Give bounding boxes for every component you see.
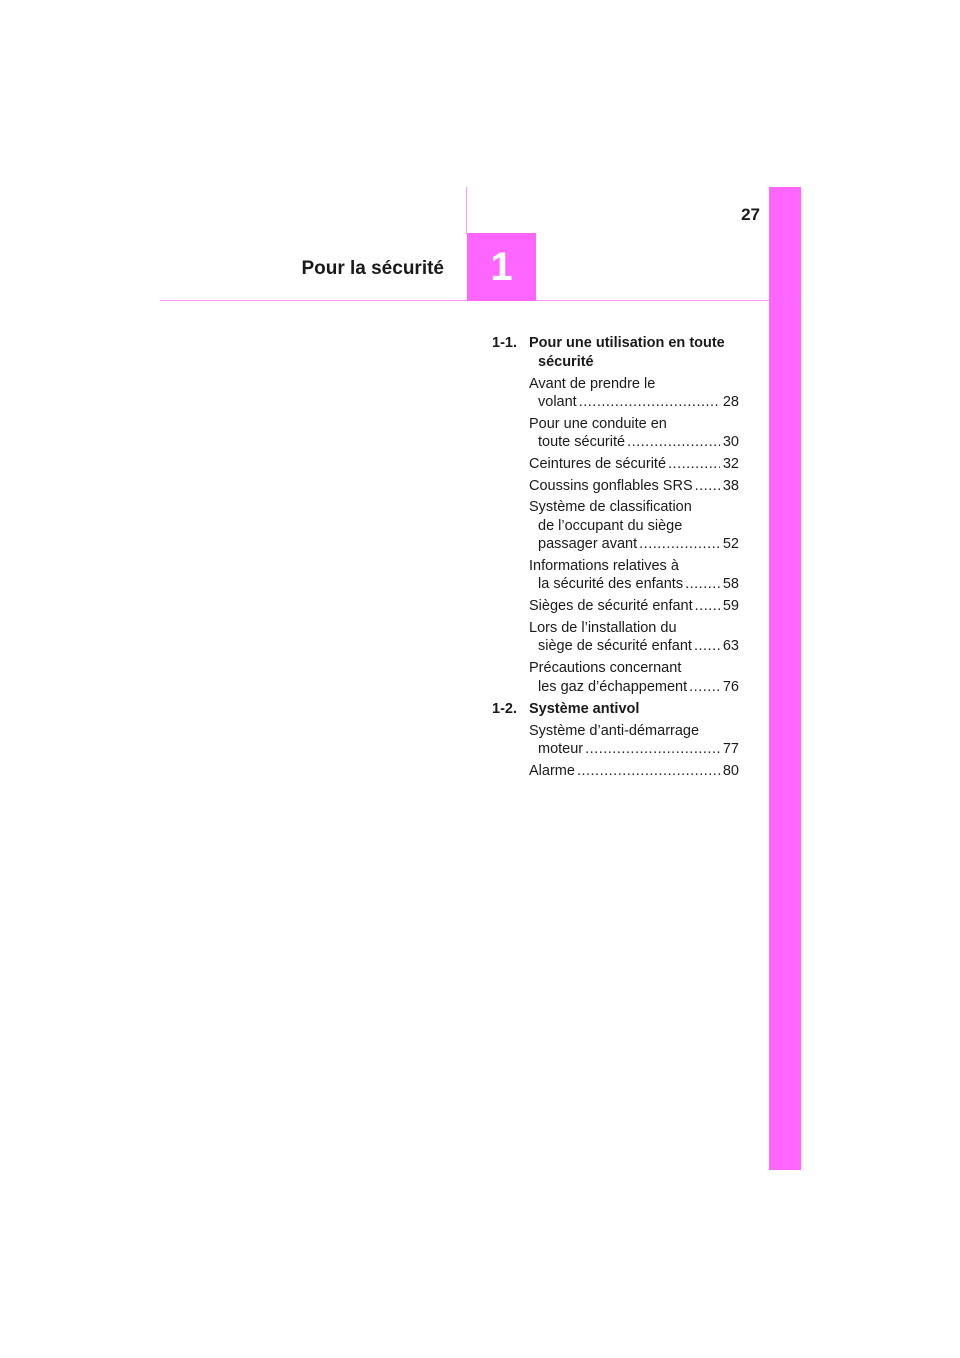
toc-entry-text: toute sécurité	[538, 434, 626, 451]
toc-page-number: 58	[722, 576, 739, 593]
toc-entry[interactable]	[529, 597, 739, 616]
toc-section	[492, 700, 739, 781]
toc-entry-line	[538, 637, 739, 656]
toc-entry-text: Pour une conduite en	[529, 415, 667, 432]
toc-entry-line	[538, 393, 739, 412]
toc-section-heading	[492, 700, 739, 719]
toc-entry-line	[538, 535, 739, 554]
chapter-number-badge: 1	[467, 233, 536, 301]
toc-entry-text: Lors de l’installation du	[529, 619, 677, 636]
toc-entry-text: la sécurité des enfants	[538, 576, 684, 593]
table-of-contents	[492, 334, 739, 784]
toc-page-number: 38	[722, 477, 739, 494]
dot-leader	[694, 637, 720, 656]
toc-entry-text: Alarme	[529, 762, 575, 779]
toc-entry-text: volant	[538, 394, 577, 410]
toc-entry[interactable]	[529, 498, 739, 554]
toc-entry-text: Système d’anti-démarrage	[529, 722, 700, 739]
toc-page-number: 59	[722, 598, 739, 615]
toc-page-number: 76	[722, 678, 739, 695]
toc-entry-line	[538, 740, 739, 759]
toc-entry-text: Avant de prendre le	[529, 375, 656, 392]
toc-entry-text: de l’occupant du siège	[538, 517, 683, 534]
dot-leader	[668, 455, 720, 474]
toc-entry-line	[529, 477, 739, 496]
toc-entry[interactable]	[529, 557, 739, 594]
header-vertical-rule	[466, 187, 467, 234]
page-number: 27	[741, 205, 760, 224]
toc-page-number: 52	[722, 536, 739, 553]
toc-entry-text: moteur	[538, 741, 584, 757]
dot-leader	[579, 393, 720, 412]
toc-entry-line	[529, 597, 739, 616]
toc-entry-text: Coussins gonflables SRS	[529, 477, 693, 494]
dot-leader	[577, 762, 720, 781]
dot-leader	[685, 575, 720, 594]
toc-entry-line	[529, 455, 739, 474]
toc-page-number: 30	[722, 434, 739, 451]
dot-leader	[689, 678, 720, 697]
section-title: Pour la sécurité	[301, 258, 444, 279]
toc-page-number: 32	[722, 455, 739, 472]
toc-section-title: Pour une utilisation en toute sécurité	[529, 335, 725, 370]
dot-leader	[695, 477, 720, 496]
toc-entry-line	[529, 762, 739, 781]
toc-entry-line	[538, 678, 739, 697]
toc-entry[interactable]	[529, 415, 739, 452]
dot-leader	[639, 535, 720, 554]
toc-entry-text: Informations relatives à	[529, 557, 679, 574]
toc-section-heading	[492, 334, 739, 371]
toc-section-number: 1-1.	[492, 335, 517, 351]
toc-entry-text: Précautions concernant	[529, 660, 682, 676]
toc-entry[interactable]	[529, 659, 739, 696]
toc-entry[interactable]	[529, 619, 739, 656]
toc-page-number: 28	[722, 394, 739, 410]
toc-entry[interactable]	[529, 722, 739, 759]
dot-leader	[627, 433, 720, 452]
toc-entry-text: les gaz d’échappement	[538, 678, 688, 695]
toc-entry-text: Ceintures de sécurité	[529, 455, 667, 472]
toc-section	[492, 334, 739, 696]
toc-entry-text: siège de sécurité enfant	[538, 638, 692, 655]
dot-leader	[695, 597, 720, 616]
toc-page-number: 77	[722, 741, 739, 757]
toc-entry[interactable]	[529, 455, 739, 474]
toc-section-title: Système antivol	[529, 700, 640, 717]
toc-entry[interactable]	[529, 477, 739, 496]
toc-entry-text: passager avant	[538, 536, 638, 553]
toc-entry-line	[538, 433, 739, 452]
toc-entry-list	[529, 722, 739, 781]
toc-entry-line	[538, 575, 739, 594]
toc-entry-list	[529, 375, 739, 697]
header-rule	[160, 300, 769, 301]
toc-entry-text: Sièges de sécurité enfant	[529, 598, 693, 615]
toc-entry[interactable]	[529, 375, 739, 412]
toc-entry[interactable]	[529, 762, 739, 781]
toc-page-number: 80	[722, 762, 739, 779]
toc-page-number: 63	[722, 638, 739, 655]
chapter-side-tab	[769, 187, 801, 1170]
toc-entry-text: Système de classification	[529, 499, 692, 516]
toc-section-number: 1-2.	[492, 700, 517, 717]
dot-leader	[585, 740, 720, 759]
